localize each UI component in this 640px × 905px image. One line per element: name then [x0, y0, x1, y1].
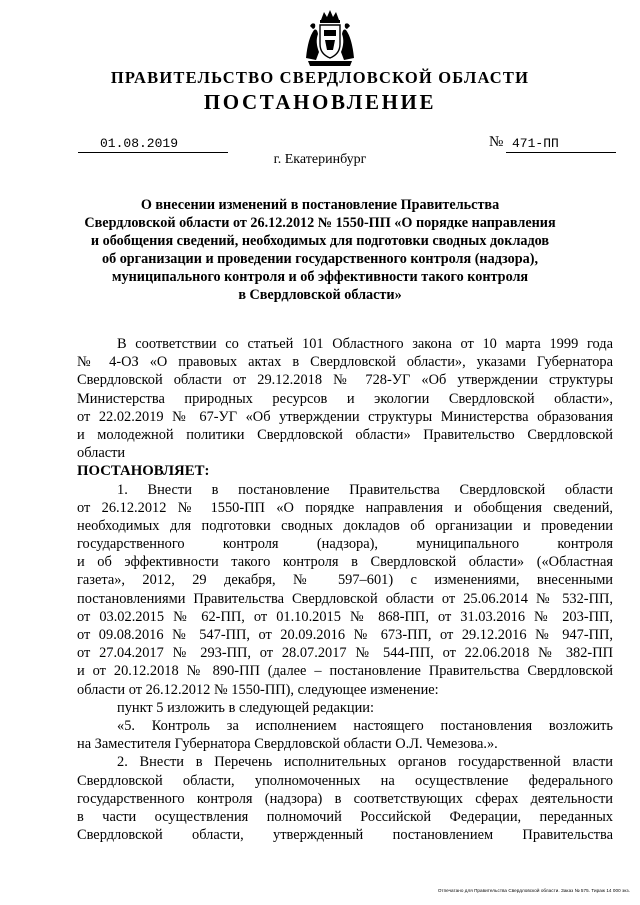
print-note: Отпечатано для Правительства Свердловской области. Заказ № 575. Тираж 14 000 экз. [437, 888, 630, 893]
body-line: № 4-ОЗ «О правовых актах в Свердловской области», указами Губернатора [77, 354, 613, 371]
body-line: от 03.02.2015 № 62-ПП, от 01.10.2015 № 868-ПП, от 31.03.2016 № 203-ПП, [77, 608, 613, 625]
body-line: на Заместителя Губернатора Свердловской области О.Л. Чемезова.». [77, 736, 498, 753]
heading-line: О внесении изменений в постановление Правительства [140, 197, 500, 213]
number-label: № [489, 134, 504, 150]
heading-line: и обобщения сведений, необходимых для подготовки сводных докладов [90, 233, 550, 249]
body-line: 1. Внести в постановление Правительства Свердловской области [117, 481, 613, 498]
body-line: пункт 5 изложить в следующей редакции: [117, 699, 374, 716]
heading-line: Свердловской области от 26.12.2012 № 1550-ПП «О порядке направления [84, 215, 556, 231]
body-line: Свердловской области, уполномоченных на осуществление федерального [77, 772, 613, 789]
body-line: необходимых для подготовки сводных докладов об организации и проведении [77, 517, 613, 534]
resolves-keyword: ПОСТАНОВЛЯЕТ: [77, 463, 210, 480]
heading-line: муниципального контроля и об эффективности такого контроля [111, 269, 529, 285]
body-line: Свердловской области, утвержденный постановлением Правительства [77, 827, 613, 844]
document-number: 471-ПП [506, 136, 616, 153]
sverdlovsk-coat-of-arms-icon [300, 8, 360, 68]
body-line: и молодежной политики Свердловской области» Правительство Свердловской [77, 426, 613, 443]
body-line: от 09.08.2016 № 547-ПП, от 20.09.2016 № 673-ПП, от 29.12.2016 № 947-ПП, [77, 627, 613, 643]
body-line: от 26.12.2012 № 1550-ПП «О порядке направления и обобщения сведений, [77, 499, 613, 516]
city: г. Екатеринбург [273, 152, 367, 167]
body-line: области [77, 445, 126, 462]
body-line: и об эффективности такого контроля в Свердловской области» («Областная [77, 554, 613, 571]
body-line: постановлениями Правительства Свердловской области от 25.06.2014 № 532-ПП, [77, 590, 613, 607]
document-heading [80, 196, 560, 304]
body-line: от 22.02.2019 № 67-УГ «Об утверждении структуры Министерства образования [77, 408, 613, 425]
body-line: Свердловской области от 29.12.2018 № 728-УГ «Об утверждении структуры [77, 372, 613, 389]
body-line: государственного контроля (надзора), муниципального контроля [77, 536, 613, 553]
body-line: Министерства природных ресурсов и экологии Свердловской области», [77, 390, 613, 407]
body-line: от 27.04.2017 № 293-ПП, от 28.07.2017 № 544-ПП, от 22.06.2018 № 382-ПП [77, 645, 613, 662]
body-line: 2. Внести в Перечень исполнительных органов государственной власти [117, 754, 613, 771]
body-line: В соответствии со статьей 101 Областного закона от 10 марта 1999 года [117, 336, 613, 352]
document-date: 01.08.2019 [78, 136, 228, 153]
body-line: и от 20.12.2018 № 890-ПП (далее – постановление Правительства Свердловской [77, 663, 613, 680]
body-line: газета», 2012, 29 декабря, № 597–601) с изменениями, внесенными [77, 572, 613, 589]
body-line: «5. Контроль за исполнением настоящего постановления возложить [117, 717, 613, 734]
heading-line: об организации и проведении государственного контроля (надзора), [101, 251, 539, 267]
body-line: области от 26.12.2012 № 1550-ПП), следующее изменение: [77, 681, 439, 698]
document-type: ПОСТАНОВЛЕНИЕ [203, 90, 437, 114]
body-line: государственного контроля (надзора) в соответствующих сферах деятельности [77, 790, 613, 807]
body-line: в части осуществления полномочий Российской Федерации, переданных [77, 808, 613, 825]
document-body [77, 335, 613, 844]
heading-line: в Свердловской области» [238, 287, 402, 303]
government-title: ПРАВИТЕЛЬСТВО СВЕРДЛОВСКОЙ ОБЛАСТИ [110, 68, 530, 87]
